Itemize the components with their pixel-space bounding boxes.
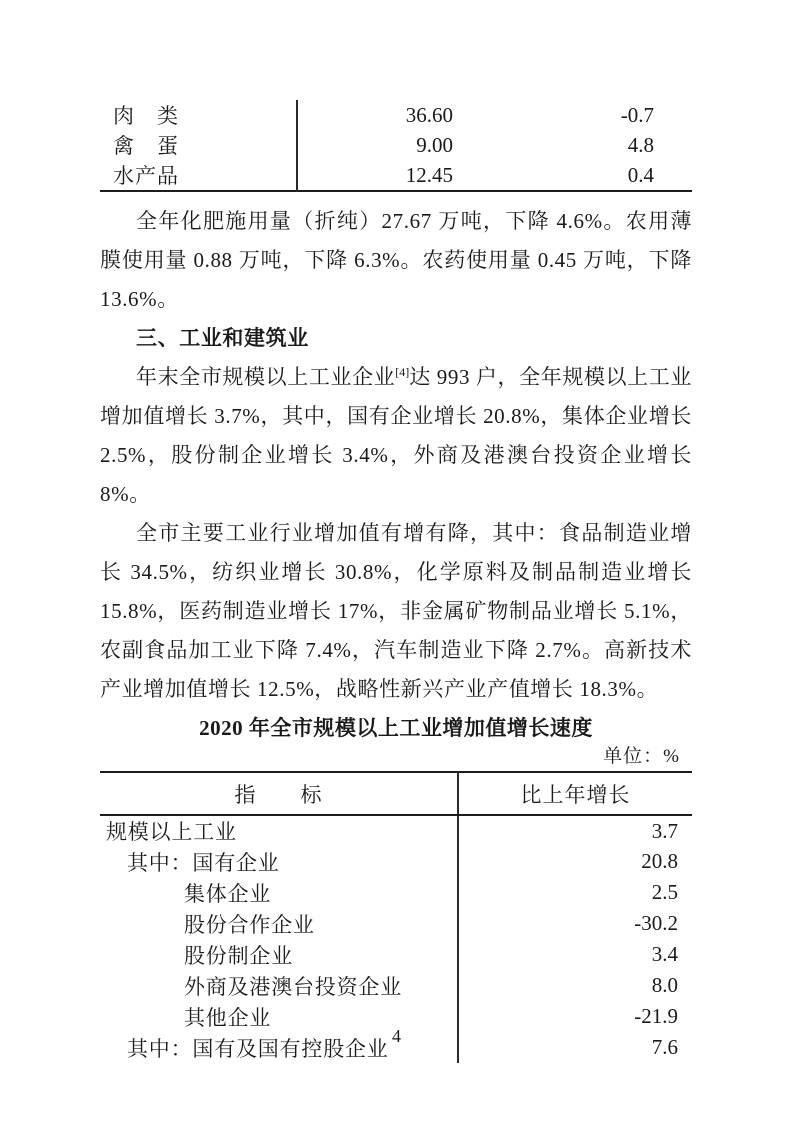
row-label: 其中：国有及国有控股企业 [100, 1032, 458, 1063]
paragraph-text: 年末全市规模以上工业企业 [136, 365, 396, 389]
table-row [100, 846, 692, 877]
row-output-value: 36.60 [405, 102, 453, 127]
row-label: 规模以上工业 [100, 815, 458, 846]
page-number: 4 [392, 1026, 401, 1046]
table-row [100, 100, 692, 130]
row-label: 水产品 [100, 160, 297, 191]
row-value: 2.5 [651, 880, 678, 904]
row-value: 3.4 [651, 942, 678, 966]
row-label: 其中：国有企业 [100, 846, 458, 877]
section-heading-industry: 三、工业和建筑业 [136, 326, 309, 350]
table-title: 2020 年全市规模以上工业增加值增长速度 [199, 716, 593, 740]
row-label: 股份制企业 [100, 939, 458, 970]
livestock-products-table [100, 100, 692, 192]
paragraph-text: 达 993 户，全年规模以上工业增加值增长 3.7%，其中，国有企业增长 20.8%，集体企业增长 2.5%，股份制企业增长 3.4%，外商及港澳台投资企业增长 8%。 [100, 365, 692, 506]
industrial-growth-table [100, 771, 692, 1063]
row-value: 3.7 [651, 818, 678, 843]
row-value: 7.6 [651, 1035, 678, 1059]
paragraph-industry-enterprises [100, 358, 692, 514]
table-row [100, 877, 692, 908]
row-label: 其他企业 [100, 1001, 458, 1032]
table-header-row [100, 772, 692, 815]
paragraph-industry-sectors: 全市主要工业行业增加值有增有降，其中：食品制造业增长 34.5%，纺织业增长 30.8%，化学原料及制品制造业增长 15.8%，医药制造业增长 17%，非金属矿物制品业增长 5.1%，农副食品加工业下降 7.4%，汽车制造业下降 2.7%。高新技术产业增加值增长 12.5%，战略性新兴产业产值增长 18.3%。 [100, 521, 692, 701]
row-growth-value: 0.4 [627, 162, 654, 187]
row-output-value: 12.45 [405, 162, 453, 187]
row-growth-value: -0.7 [620, 102, 654, 127]
table-row [100, 130, 692, 160]
row-label: 集体企业 [100, 877, 458, 908]
page-content [100, 100, 692, 1063]
paragraph-fertilizer: 全年化肥施用量（折纯）27.67 万吨，下降 4.6%。农用薄膜使用量 0.88 万吨，下降 6.3%。农药使用量 0.45 万吨，下降 13.6%。 [100, 209, 692, 311]
row-value: 8.0 [651, 973, 678, 997]
header-growth: 比上年增长 [458, 772, 692, 815]
row-label: 禽 蛋 [100, 130, 297, 160]
row-label: 股份合作企业 [100, 908, 458, 939]
row-value: -21.9 [634, 1004, 678, 1028]
row-value: 20.8 [641, 849, 678, 873]
row-label: 外商及港澳台投资企业 [100, 970, 458, 1001]
table-row [100, 160, 692, 191]
footnote-reference: [4] [395, 365, 410, 379]
header-indicator: 指 标 [100, 772, 458, 815]
table-row [100, 939, 692, 970]
row-output-value: 9.00 [416, 132, 453, 157]
table-row [100, 970, 692, 1001]
table-row [100, 815, 692, 846]
row-value: -30.2 [634, 911, 678, 935]
row-growth-value: 4.8 [627, 132, 654, 157]
table-row [100, 908, 692, 939]
row-label: 肉 类 [100, 100, 297, 130]
table-unit-label: 单位：% [603, 746, 680, 767]
